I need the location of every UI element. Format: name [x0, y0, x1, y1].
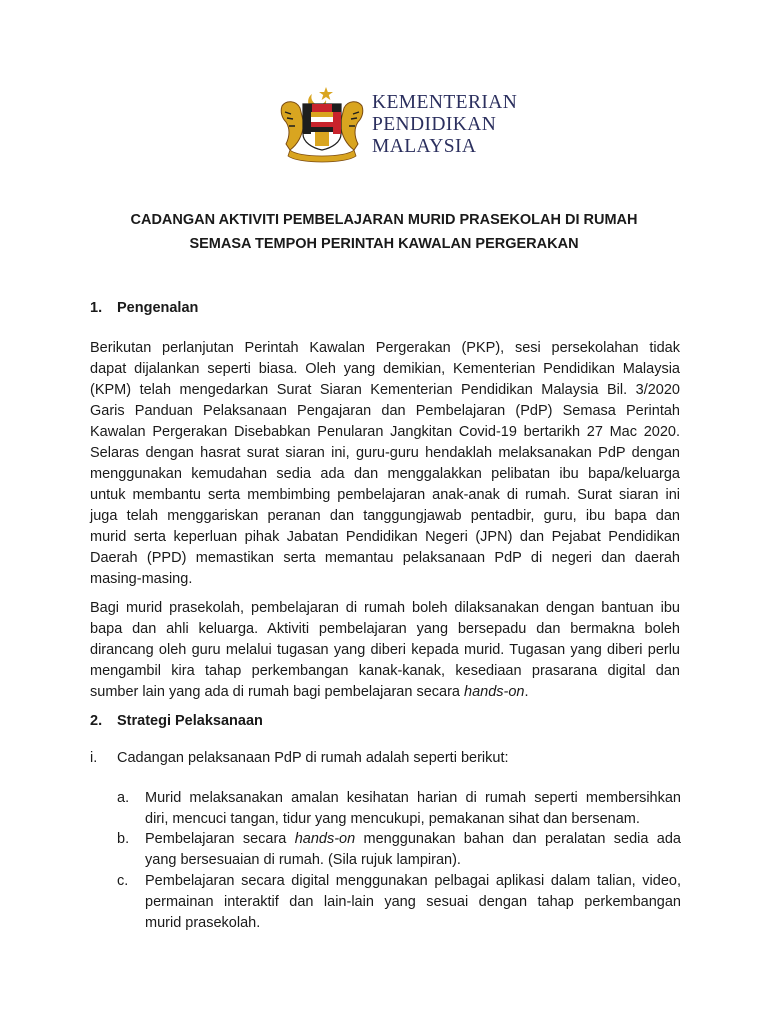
text-line: Selaras dengan hasrat surat siaran ini, guru-guru hendaklah melaksanakan PdP dengan [90, 445, 680, 461]
sub-marker: c. [117, 873, 129, 889]
text-line: dirancang oleh guru melalui tugasan yang diberi kepada murid. Tugasan yang diberi perlu [90, 642, 680, 658]
text-line: masing-masing. [90, 571, 193, 587]
sub-marker: a. [117, 790, 130, 806]
text-line: murid prasekolah. [145, 915, 261, 931]
text-fragment: . [524, 684, 529, 700]
ministry-logo [276, 84, 526, 166]
text-line: diri, mencuci tangan, tidur yang mencukupi, pemakanan sihat dan bersenam. [145, 811, 640, 827]
paragraph-introduction [90, 338, 680, 590]
list-marker: i. [90, 750, 98, 766]
document-title [60, 208, 708, 256]
text-fragment: menggunakan bahan dan peralatan sedia ada [355, 831, 681, 847]
sub-item-c [117, 871, 681, 934]
text-line: dapat dijalankan seperti biasa. Oleh yang demikian, Kementerian Pendidikan Malaysia [90, 361, 680, 377]
text-line: Bagi murid prasekolah, pembelajaran di rumah boleh dilaksanakan dengan bantuan ibu [90, 600, 680, 616]
ministry-name [372, 92, 532, 158]
text-line: (KPM) telah mengedarkan Surat Siaran Kementerian Pendidikan Malaysia Bil. 3/2020 [90, 382, 680, 398]
list-item-text: Cadangan pelaksanaan PdP di rumah adalah seperti berikut: [117, 750, 509, 766]
section-2-heading [90, 711, 263, 731]
sub-item-a [117, 788, 681, 830]
paragraph-preschool [90, 598, 680, 703]
text-fragment: sumber lain yang ada di rumah bagi pembelajaran secara [90, 684, 464, 700]
text-fragment: Pembelajaran secara [145, 831, 295, 847]
text-line [90, 682, 680, 703]
ministry-name-line-2: PENDIDIKAN [372, 114, 497, 135]
text-line: bapa dan ahli keluarga. Aktiviti pembelajaran yang bersepadu dan bermakna boleh [90, 621, 680, 637]
title-line-2: SEMASA TEMPOH PERINTAH KAWALAN PERGERAKAN [189, 236, 579, 252]
text-line: permainan interaktif dan lain-lain yang sesuai dengan tahap perkembangan [145, 894, 681, 910]
text-line: juga telah menggariskan peranan dan tanggungjawab pentadbir, guru, ibu bapa dan [90, 508, 680, 524]
section-1-heading [90, 298, 198, 318]
list-item-i [90, 748, 509, 768]
section-1-title: Pengenalan [117, 300, 199, 316]
text-line: untuk membantu serta membimbing pembelajaran anak-anak di rumah. Surat siaran ini [90, 487, 680, 503]
title-line-1: CADANGAN AKTIVITI PEMBELAJARAN MURID PRASEKOLAH DI RUMAH [130, 212, 638, 228]
ministry-name-line-3: MALAYSIA [372, 136, 477, 157]
ministry-name-line-1: KEMENTERIAN [372, 92, 518, 113]
text-line: yang bersesuaian di rumah. (Sila rujuk lampiran). [145, 852, 461, 868]
text-line: Pembelajaran secara digital menggunakan pelbagai aplikasi dalam talian, video, [145, 873, 681, 889]
text-line: Murid melaksanakan amalan kesihatan harian di rumah seperti membersihkan [145, 790, 681, 806]
text-line: Garis Panduan Pelaksanaan Pengajaran dan Pembelajaran (PdP) Semasa Perintah [90, 403, 680, 419]
text-line: Kawalan Pergerakan Disebabkan Penularan Jangkitan Covid-19 bertarikh 27 Mac 2020. [90, 424, 680, 440]
sub-marker: b. [117, 831, 130, 847]
text-line: mengambil kira tahap perkembangan kanak-kanak, kesediaan prasarana digital dan [90, 663, 680, 679]
section-2-title: Strategi Pelaksanaan [117, 713, 263, 729]
italic-term: hands-on [294, 831, 356, 847]
text-line [145, 829, 681, 850]
text-line: menggunakan kemudahan sedia ada dan menggalakkan pelibatan ibu bapa/keluarga [90, 466, 680, 482]
sub-item-b [117, 829, 681, 871]
italic-term: hands-on [464, 684, 525, 700]
text-line: Berikutan perlanjutan Perintah Kawalan Pergerakan (PKP), sesi persekolahan tidak [90, 340, 680, 356]
malaysia-coat-of-arms-icon [276, 84, 368, 166]
text-line: murid serta keperluan pihak Jabatan Pendidikan Negeri (JPN) dan Pejabat Pendidikan [90, 529, 680, 545]
section-2-number: 2. [90, 713, 103, 729]
text-line: Daerah (PPD) memastikan serta memantau pelaksanaan PdP di negeri dan daerah [90, 550, 680, 566]
section-1-number: 1. [90, 300, 103, 316]
